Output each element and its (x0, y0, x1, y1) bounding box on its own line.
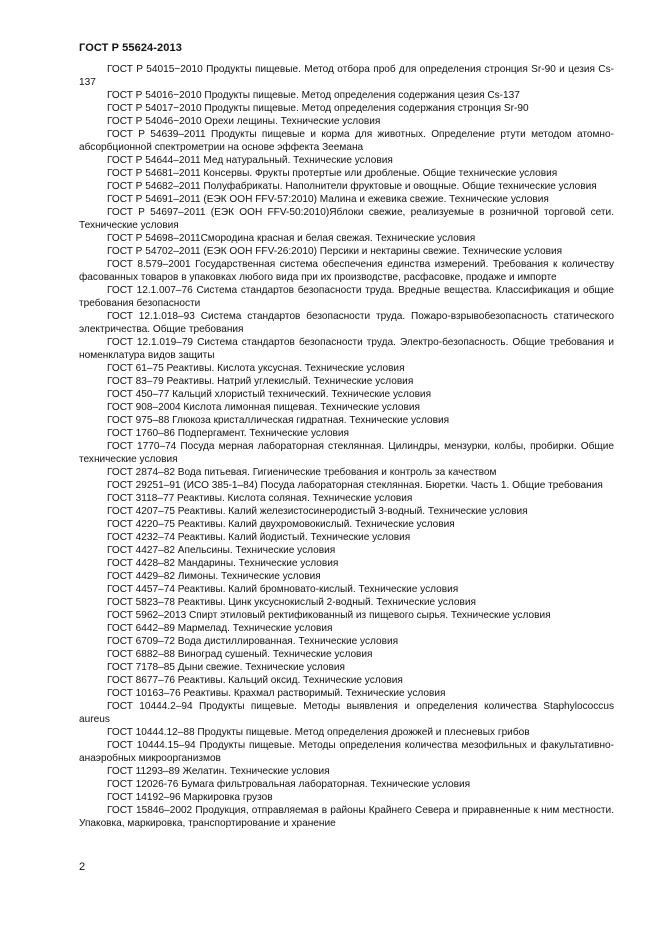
reference-item: ГОСТ Р 54639–2011 Продукты пищевые и корма для животных. Определение ртути методом атомно-абсорбционной спектрометрии на основе эффекта Зеемана (79, 129, 614, 153)
reference-item: ГОСТ 4428–82 Мандарины. Технические условия (107, 558, 339, 569)
reference-item: ГОСТ 10444.12–88 Продукты пищевые. Метод определения дрожжей и плесневых грибов (107, 727, 530, 738)
reference-item: ГОСТ 1770–74 Посуда мерная лабораторная стеклянная. Цилиндры, мензурки, колбы, пробирки. Общие технические условия (79, 441, 614, 465)
reference-item: ГОСТ Р 54644–2011 Мед натуральный. Технические условия (107, 155, 393, 166)
reference-item: ГОСТ 6709–72 Вода дистиллированная. Технические условия (107, 636, 399, 647)
reference-item: ГОСТ 8677–76 Реактивы. Кальций оксид. Технические условия (107, 675, 403, 686)
reference-item: ГОСТ 3118–77 Реактивы. Кислота соляная. Технические условия (107, 493, 413, 504)
reference-item: ГОСТ 11293–89 Желатин. Технические условия (107, 766, 330, 777)
page-header-title: ГОСТ Р 55624-2013 (79, 42, 182, 54)
reference-item: ГОСТ 5823–78 Реактивы. Цинк уксуснокислый 2-водный. Технические условия (107, 597, 476, 608)
reference-item: ГОСТ 12.1.018–93 Система стандартов безопасности труда. Пожаро-взрывобезопасность статического электричества. Общие требования (79, 311, 614, 335)
reference-item: ГОСТ Р 54015−2010 Продукты пищевые. Метод отбора проб для определения стронция Sr-90 и цезия Cs-137 (79, 64, 614, 88)
reference-item: ГОСТ Р 54691–2011 (ЕЭК ООН FFV-57:2010) Малина и ежевика свежие. Технические условия (107, 194, 549, 205)
reference-item: ГОСТ 29251–91 (ИСО 385-1–84) Посуда лабораторная стеклянная. Бюретки. Часть 1. Общие требования (107, 480, 603, 491)
reference-item: ГОСТ 4429–82 Лимоны. Технические условия (107, 571, 321, 582)
reference-item: ГОСТ Р 54016−2010 Продукты пищевые. Метод определения содержания цезия Cs-137 (107, 90, 520, 101)
reference-item: ГОСТ 12026-76 Бумага фильтровальная лабораторная. Технические условия (107, 779, 471, 790)
reference-item: ГОСТ Р 54681–2011 Консервы. Фрукты протертые или дробленые. Общие технические условия (107, 168, 558, 179)
reference-item: ГОСТ 4220–75 Реактивы. Калий двухромовокислый. Технические условия (107, 519, 455, 530)
reference-item: ГОСТ 7178–85 Дыни свежие. Технические условия (107, 662, 345, 673)
reference-item: ГОСТ 10444.15–94 Продукты пищевые. Методы определения количества мезофильных и факультативно-анаэробных микроорганизмов (79, 740, 614, 764)
page-number: 2 (79, 861, 86, 873)
reference-item: ГОСТ 15846–2002 Продукция, отправляемая в районы Крайнего Севера и приравненные к ним местности. Упаковка, маркировка, транспортирование и хранение (79, 805, 614, 829)
reference-item: ГОСТ 5962–2013 Спирт этиловый ректификованный из пищевого сырья. Технические условия (107, 610, 551, 621)
reference-item: ГОСТ 8.579–2001 Государственная система обеспечения единства измерений. Требования к количеству фасованных товаров в упаковках любого вида при их производстве, расфасовке, продаже и импорте (79, 259, 614, 283)
reference-item: ГОСТ 83–79 Реактивы. Натрий углекислый. Технические условия (107, 376, 414, 387)
reference-item: ГОСТ 4427–82 Апельсины. Технические условия (107, 545, 336, 556)
reference-item: ГОСТ Р 54682–2011 Полуфабрикаты. Наполнители фруктовые и овощные. Общие технические условия (107, 181, 597, 192)
normative-references-list (79, 63, 614, 830)
reference-item: ГОСТ 975–88 Глюкоза кристаллическая гидратная. Технические условия (107, 415, 450, 426)
reference-item: ГОСТ 10444.2–94 Продукты пищевые. Методы выявления и определения количества Staphylococcus aureus (79, 701, 614, 725)
reference-item: ГОСТ 4457–74 Реактивы. Калий бромновато-кислый. Технические условия (107, 584, 459, 595)
reference-item: ГОСТ 61–75 Реактивы. Кислота уксусная. Технические условия (107, 363, 405, 374)
reference-item: ГОСТ 450–77 Кальций хлористый технический. Технические условия (107, 389, 432, 400)
reference-item: ГОСТ 4207–75 Реактивы. Калий железистосинеродистый 3-водный. Технические условия (107, 506, 528, 517)
reference-item: ГОСТ 12.1.007–76 Система стандартов безопасности труда. Вредные вещества. Классификация и общие требования безопасности (79, 285, 614, 309)
reference-item: ГОСТ Р 54697–2011 (ЕЭК ООН FFV-50:2010)Яблоки свежие, реализуемые в розничной торговой сети. Технические условия (79, 207, 614, 231)
reference-item: ГОСТ 6442–89 Мармелад. Технические условия (107, 623, 333, 634)
reference-item: ГОСТ Р 54698–2011Смородина красная и белая свежая. Технические условия (107, 233, 476, 244)
reference-item: ГОСТ 10163–76 Реактивы. Крахмал растворимый. Технические условия (107, 688, 446, 699)
reference-item: ГОСТ Р 54017−2010 Продукты пищевые. Метод определения содержания стронция Sr-90 (107, 103, 529, 114)
reference-item: ГОСТ 2874–82 Вода питьевая. Гигиенические требования и контроль за качеством (107, 467, 497, 478)
reference-item: ГОСТ 6882–88 Виноград сушеный. Технические условия (107, 649, 373, 660)
reference-item: ГОСТ 14192–96 Маркировка грузов (107, 792, 273, 803)
reference-item: ГОСТ 4232–74 Реактивы. Калий йодистый. Технические условия (107, 532, 411, 543)
reference-item: ГОСТ Р 54702–2011 (ЕЭК ООН FFV-26:2010) Персики и нектарины свежие. Технические условия (107, 246, 563, 257)
reference-item: ГОСТ 908–2004 Кислота лимонная пищевая. Технические условия (107, 402, 420, 413)
reference-item: ГОСТ 1760–86 Подпергамент. Технические условия (107, 428, 350, 439)
reference-item: ГОСТ Р 54046−2010 Орехи лещины. Технические условия (107, 116, 381, 127)
reference-item: ГОСТ 12.1.019–79 Система стандартов безопасности труда. Электро-безопасность. Общие требования и номенклатура видов защиты (79, 337, 614, 361)
